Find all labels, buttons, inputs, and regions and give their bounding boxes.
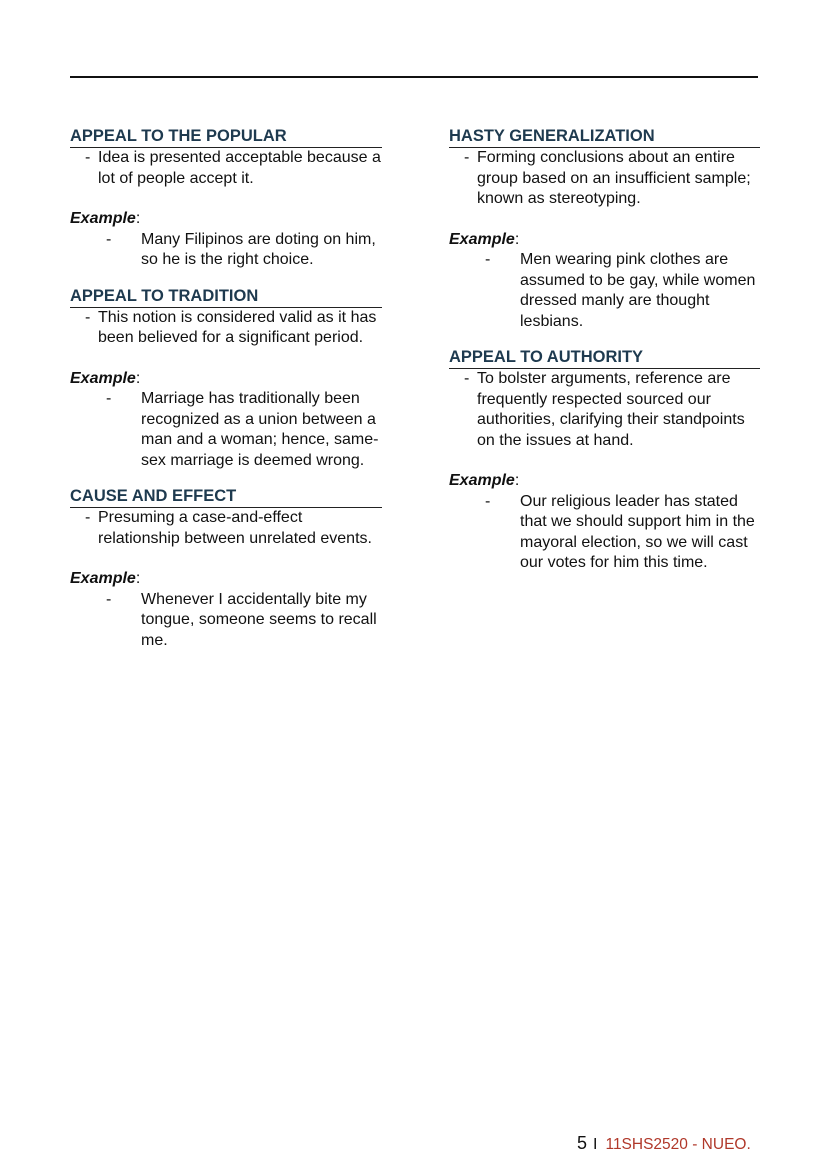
section-heading: APPEAL TO THE POPULAR	[70, 126, 382, 148]
section-heading: HASTY GENERALIZATION	[449, 126, 760, 148]
section-heading: APPEAL TO AUTHORITY	[449, 347, 760, 369]
example-text: - Men wearing pink clothes are assumed to be gay, while women dressed manly are thought lesbians.	[485, 251, 756, 330]
example-label: Example:	[70, 369, 141, 387]
page-footer	[577, 1133, 751, 1154]
definition: - Presuming a case-and-effect relationship between unrelated events.	[85, 509, 372, 547]
definition: - To bolster arguments, reference are frequently respected sourced our authorities, clarifying their standpoints on the issues at hand.	[464, 370, 745, 449]
dash-bullet: -	[85, 149, 91, 166]
footer-separator: I	[593, 1136, 598, 1153]
definition: - Forming conclusions about an entire group based on an insufficient sample; known as stereotyping.	[464, 149, 751, 207]
document-code: 11SHS2520 - NUEO.	[605, 1136, 751, 1153]
header-rule	[70, 76, 758, 78]
section-heading: APPEAL TO TRADITION	[70, 286, 382, 308]
definition: - Idea is presented acceptable because a lot of people accept it.	[85, 149, 381, 187]
example-label: Example:	[70, 570, 141, 587]
dash-bullet: -	[106, 390, 112, 407]
section-appeal-to-tradition	[70, 286, 382, 472]
dash-bullet: -	[106, 230, 112, 248]
example-label: Example:	[449, 472, 520, 489]
right-column	[449, 126, 760, 589]
section-cause-and-effect	[70, 486, 382, 651]
example-label: Example:	[449, 230, 520, 248]
definition: - This notion is considered valid as it has been believed for a significant period.	[85, 308, 377, 346]
dash-bullet: -	[464, 149, 470, 166]
left-column	[70, 126, 382, 666]
example-text: - Whenever I accidentally bite my tongue, someone seems to recall me.	[106, 590, 377, 649]
dash-bullet: -	[106, 590, 112, 608]
dash-bullet: -	[85, 308, 91, 326]
example-text: - Marriage has traditionally been recognized as a union between a man and a woman; hence, same-sex marriage is deemed wrong.	[106, 390, 379, 469]
section-hasty-generalization	[449, 126, 760, 332]
section-appeal-to-authority	[449, 347, 760, 574]
example-text: - Our religious leader has stated that we should support him in the mayoral election, so we will cast our votes for him this time.	[485, 492, 755, 571]
section-appeal-to-popular	[70, 126, 382, 271]
example-label: Example:	[70, 210, 141, 227]
page-number: 5	[577, 1133, 588, 1153]
dash-bullet: -	[485, 251, 491, 268]
example-text: - Many Filipinos are doting on him, so he is the right choice.	[106, 230, 376, 268]
section-heading: CAUSE AND EFFECT	[70, 486, 382, 508]
dash-bullet: -	[464, 370, 470, 387]
dash-bullet: -	[85, 509, 91, 526]
dash-bullet: -	[485, 492, 491, 510]
